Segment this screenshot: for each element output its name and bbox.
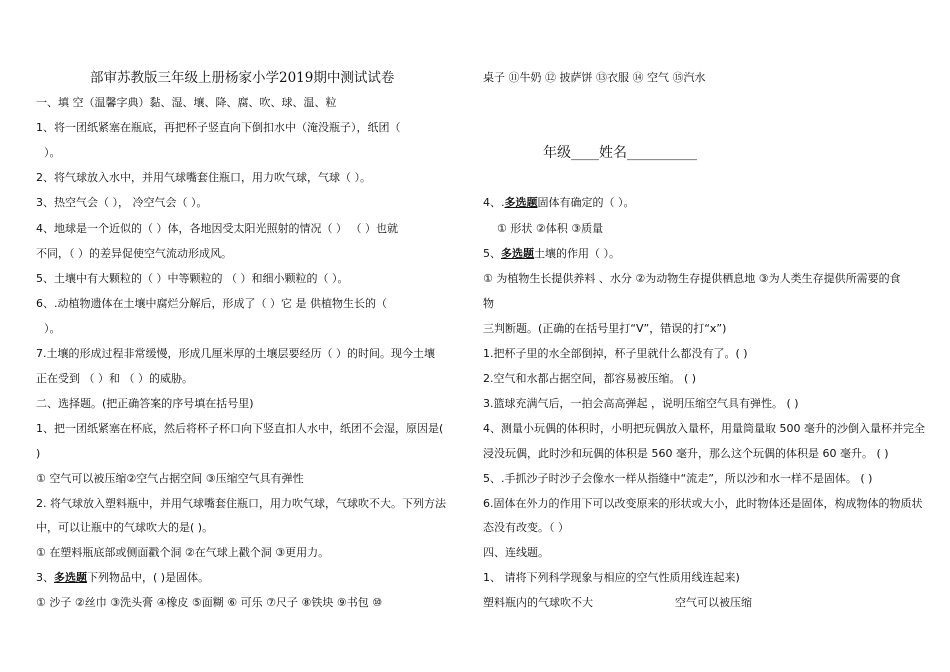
options-continued: 桌子 ⑪牛奶 ⑫ 披萨饼 ⑬衣服 ⑭ 空气 ⑮汽水 — [483, 71, 706, 84]
question-3-options: ① 沙子 ②丝巾 ③洗头膏 ④橡皮 ⑤面糊 ⑥ 可乐 ⑦尺子 ⑧铁块 ⑨书包 ⑩ — [36, 596, 383, 609]
match-left-item: 塑料瓶内的气球吹不大 — [483, 596, 593, 609]
text-line: 不同，（ ）的差异促使空气流动形成风。 — [36, 247, 232, 260]
text-line: ）。 — [44, 322, 61, 335]
text-line: 7.土壤的形成过程非常缓慢，形成几厘米厚的土壤层要经历（ ）的时间。现今土壤 — [36, 347, 435, 360]
question-text: 下列物品中，( )是固体。 — [87, 571, 210, 584]
text-line: 1.把杯子里的水全部倒掉，杯子里就什么都没有了。( ) — [483, 347, 748, 360]
text-line: 1、把一团纸紧塞在杯底，然后将杯子杯口向下竖直扣人水中，纸团不会湿，原因是( — [36, 422, 444, 435]
section-matching: 四、连线题。 — [483, 546, 549, 559]
text-line: 正在受到 （ ）和 （ ）的威胁。 — [36, 372, 193, 385]
text-line: ① 为植物生长提供养料 、水分 ②为动物生存提供栖息地 ③为人类生存提供所需要的食 — [483, 272, 901, 285]
text-line: 2. 将气球放入塑料瓶中，并用气球嘴套住瓶口，用力吹气球，气球吹不大。下列方法 — [36, 497, 446, 510]
question-5 — [483, 247, 620, 261]
question-text: 土壤的作用（ ）。 — [534, 247, 620, 260]
question-3 — [36, 571, 209, 585]
question-text: 固体有确定的（ ）。 — [537, 196, 635, 209]
multi-choice-label: 多选题 — [501, 247, 534, 260]
question-number: 3、 — [36, 571, 54, 584]
text-line: 5、.手抓沙子时沙子会像水一样从指缝中“流走”，所以沙和水一样不是固体。 ( ) — [483, 472, 873, 485]
text-line: 5、土壤中有大颗粒的（ ）中等颗粒的 （ ）和细小颗粒的（ ）。 — [36, 272, 349, 285]
section-choice: 二、选择题。(把正确答案的序号填在括号里) — [36, 397, 254, 410]
section-fill-blank: 一、填 空（温馨字典）黏、湿、壤、降、腐、吹、球、温、粒 — [36, 96, 337, 109]
text-line: ① 空气可以被压缩②空气占据空间 ③压缩空气具有弹性 — [36, 472, 304, 485]
match-right-item: 空气可以被压缩 — [675, 596, 752, 609]
text-line: 2.空气和水都占据空间，都容易被压缩。 ( ) — [483, 372, 697, 385]
text-line: 1、 请将下列科学现象与相应的空气性质用线连起来) — [483, 571, 740, 584]
text-line: 浸没玩偶，此时沙和玩偶的体积是 560 毫升，那么这个玩偶的体积是 60 毫升。 ( ) — [483, 447, 889, 460]
text-line: 2、将气球放入水中，并用气球嘴套住瓶口，用力吹气球，气球（ ）。 — [36, 171, 371, 184]
text-line: 3、热空气会（ ）， 冷空气会（ ）。 — [36, 196, 208, 209]
question-4 — [483, 196, 635, 210]
text-line: 态没有改变。（ ） — [483, 521, 569, 534]
text-line: ) — [36, 447, 41, 460]
exam-title: 部审苏教版三年级上册杨家小学2019期中测试试卷 — [90, 70, 395, 86]
multi-choice-label: 多选题 — [54, 571, 87, 584]
text-line: ）。 — [44, 146, 61, 159]
text-line: 中，可以让瓶中的气球吹大的是( )。 — [36, 521, 214, 534]
text-line: 6、.动植物遗体在土壤中腐烂分解后，形成了（ ）它 是 供植物生长的（ — [36, 297, 387, 310]
question-number: 4、. — [483, 196, 505, 209]
multi-choice-label: 多选题 — [504, 196, 538, 209]
text-line: ① 在塑料瓶底部或侧面戳个洞 ②在气球上戳个洞 ③更用力。 — [36, 546, 330, 559]
section-judgement: 三判断题。(正确的在括号里打“V”，错误的打“x”) — [483, 322, 727, 335]
text-line: 4、地球是一个近似的（ ）体，各地因受太阳光照射的情况（ ） （ ）也就 — [36, 222, 398, 235]
text-line: 4、测量小玩偶的体积时，小明把玩偶放入量杯，用量筒量取 500 毫升的沙倒入量杯并完全 — [483, 422, 925, 435]
question-4-options: ① 形状 ②体积 ③质量 — [497, 222, 604, 235]
grade-name-line: 年级____姓名__________ — [543, 145, 697, 161]
text-line: 物 — [483, 297, 494, 310]
text-line: 3.篮球充满气后，一拍会高高弹起 ，说明压缩空气具有弹性。 ( ) — [483, 397, 799, 410]
question-number: 5、 — [483, 247, 501, 260]
text-line: 6.固体在外力的作用下可以改变原来的形状或大小，此时物体还是固体，构成物体的物质状 — [483, 497, 923, 510]
text-line: 1、将一团纸紧塞在瓶底，再把杯子竖直向下倒扣水中（淹没瓶子），纸团（ — [36, 121, 401, 134]
